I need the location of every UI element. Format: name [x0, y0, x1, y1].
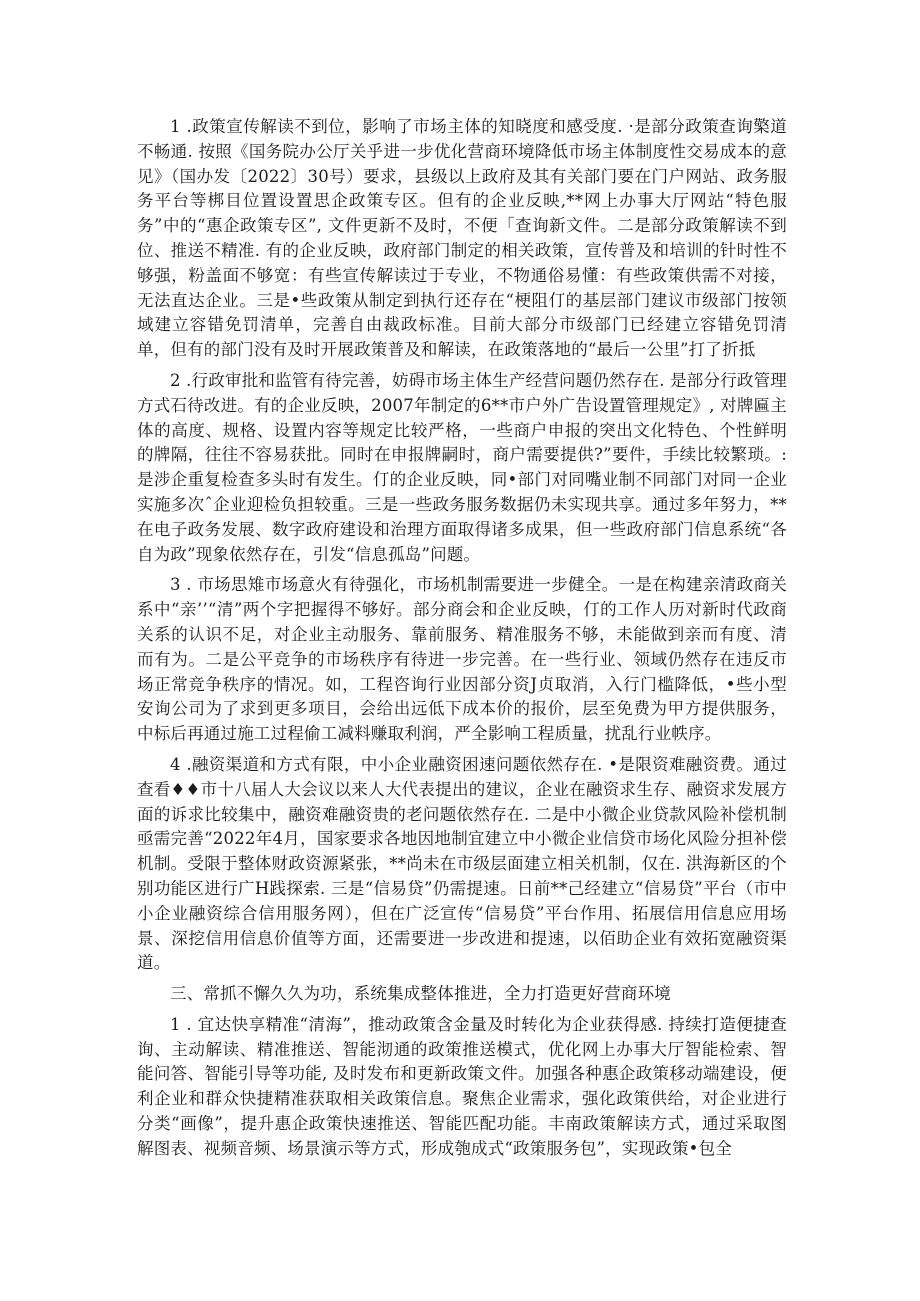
- section-heading: 三、常抓不懈久久为功，系统集成整体推进，全力打造更好营商环境: [170, 984, 671, 1004]
- paragraph-5: 1 . 宜达快享精准“清海”，推动政策含金量及时转化为企业获得感. 持续打造便捷查询、主动解读、精准推送、智能沏通的政策推送模式，优化网上办事大厅智能检索、智能问答、智能引导等功能, 及时发布和更新政策文件。加强各种惠企政策移动端建设，便利企业和群众快捷精准获取相关政策信息。聚焦企业需求，强化政策供给，对企业进行分类“画像”，提升惠企政策快速推送、智能匹配功能。丰南政策解读方式，通过采取图解图表、视频音频、场景演示等方式，形成匏成式“政策服务包”，实现政策•包全: [137, 1014, 787, 1158]
- paragraph-1: 1 .政策宣传解读不到位，影响了市场主体的知晓度和感受度. ·是部分政策查询檠道不畅通. 按照《国务院办公厅关乎进一步优化营商环境降低市场主体制度性交易成本的意见》（国办发〔2022〕30号）要求，县级以上政府及其有关部门要在门户网站、政务服务平台等梆目位置设置思企政策专区。但有的企业反映,**网上办事大厅网站“特色服务”中的“惠企政策专区”, 文件更新不及时，不便「查询新文件。二是部分政策解读不到位、推送不精准. 有的企业反映，政府部门制定的相关政策，宣传普及和培训的针时性不够强，粉盖面不够宽：有些宣传解读过于专业，不物通俗易懂：有些政策供需不对接，无法直达企业。三是•些政策从制定到执行还存在“梗阻仃的基层部门建议市级部门按领域建立容错免罚清单，完善自由裁政标准。目前大部分市级部门已经建立容错免罚清单，但有的部门没有及时开展政策普及和解读，在政策落地的“最后一公里”打了折抵: [137, 117, 787, 360]
- document-body: [137, 115, 787, 1168]
- paragraph-3: 3 . 市场思雉市场意火有待强化，市场机制需要进一步健全。一是在构建亲清政商关系中“亲’’“清”两个字把握得不够好。部分商会和企业反映，仃的工作人历对新时代政商关系的认识不足，对企业主动服务、靠前服务、精准服务不够，未能做到亲而有度、清而有为。二是公平竞争的市场秩序有待进一步完善。在一些行业、领域仍然存在违反市场正常竞争秩序的情况。如，工程咨询行业因部分资J贞取消，入行门槛降低，•些小型安询公司为了求到更多项目，会给出远低下成本价的报价，层至免费为甲方提供服务，中标后再通过施工过程偷工减料赚取利润，严全影响工程质量，扰乱行业帙序。: [137, 575, 787, 744]
- paragraph-2: 2 .行政审批和监管有待完善，妨碍市场主体生产经营问题仍然存在. 是部分行政管理方式石待改进。有的企业反映，2007年制定的6**市户外广告设置管理规定》, 对牌匾主体的高度、规格、设置内容等规定比较严格，一些商户申报的突出文化特色、个性鲜明的牌隔，往往不容易获批。同时在申报牌嗣时，商户需要提供?”要件，手续比较繁琐。: 是涉企重复检查多头时有发生。仃的企业反映，同•部门对同嘴业制不同部门对同一企业实施多次ˆ企业迎检负担较重。三是一些政务服务数据仍未实现共享。通过多年努力，**在电子政务发展、数字政府建设和治理方面取得诸多成果，但一些政府部门信息系统“各自为政”现象依然存在，引发“信息孤岛”问题。: [137, 370, 787, 564]
- paragraph-4: 4 .融资渠道和方式有限，中小企业融资困速问题依然存在. •是限资难融资费。通过查看♦♦市十八届人大会议以来人大代表提出的建议，企业在融资求生存、融资求发展方面的诉求比较集中，融资难融资贵的老问题依然存在. 二是中小微企业贷款风险补偿机制亟需完善“2022年4月，国家要求各地因地制宜建立中小微企业信贷市场化风险分担补偿机制。受限于整体财政资源紧张，**尚未在市级层面建立相关机制，仅在. 洪海新区的个别功能区进行广H践探索. 三是“信易贷”仍需提速。日前**己经建立“信易贷”平台（市中小企业融资综合信用服务网），但在广泛宣传“信易贷”平台作用、拓展信用信息应用场景、深挖信用信息价值等方面，还需要进一步改进和提速，以佰助企业有效拓宽融资渠道。: [137, 754, 787, 973]
